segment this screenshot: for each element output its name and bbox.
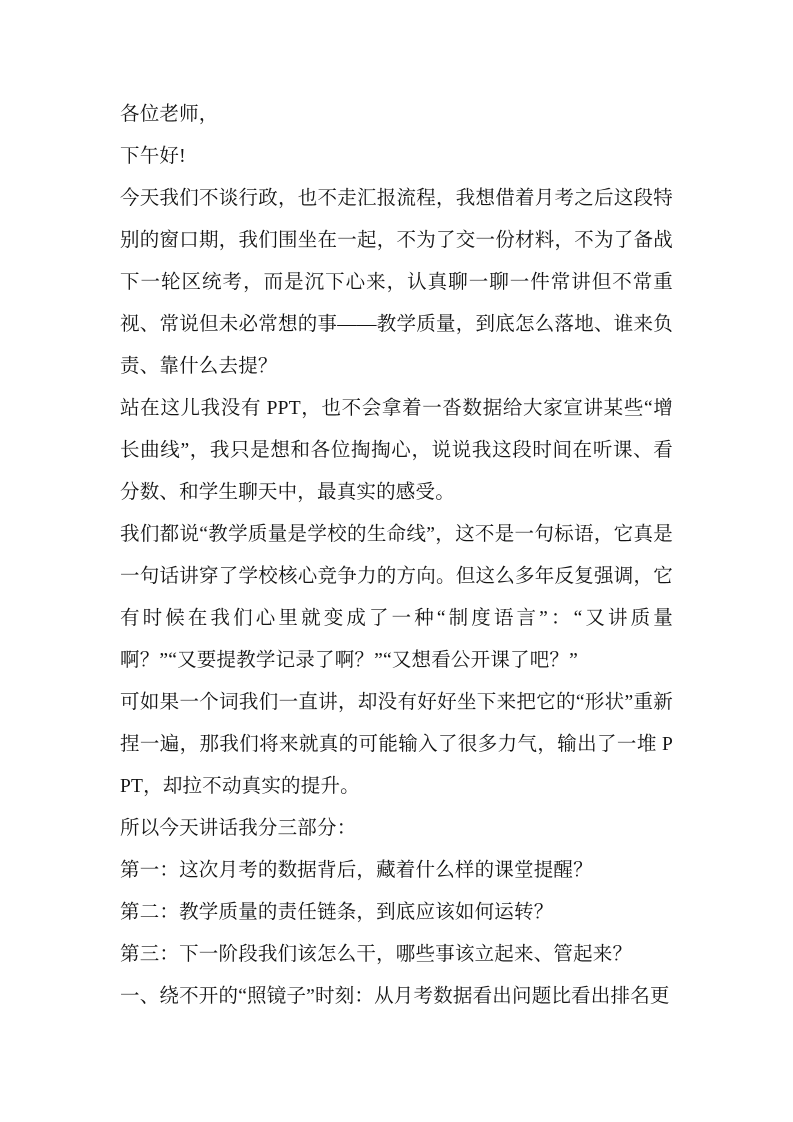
document-body <box>120 94 673 1018</box>
paragraph: 站在这儿我没有 PPT，也不会拿着一沓数据给大家宣讲某些“增长曲线”，我只是想和各位掏掏心，说说我这段时间在听课、看分数、和学生聊天中，最真实的感受。 <box>120 398 673 503</box>
paragraph: 第二：教学质量的责任链条，到底应该如何运转？ <box>120 902 554 923</box>
paragraph: 今天我们不谈行政，也不走汇报流程，我想借着月考之后这段特别的窗口期，我们围坐在一起，不为了交一份材料，不为了备战下一轮区统考，而是沉下心来，认真聊一聊一件常讲但不常重视、常说但未必常想的事——教学质量，到底怎么落地、谁来负责、靠什么去提？ <box>120 188 673 377</box>
paragraph: 下午好! <box>120 146 186 167</box>
paragraph: 我们都说“教学质量是学校的生命线”，这不是一句标语，它真是一句话讲穿了学校核心竞争力的方向。但这么多年反复强调，它有时候在我们心里就变成了一种“制度语言”：“又讲质量啊？”“又要提教学记录了啊？”“又想看公开课了吧？” <box>120 524 673 671</box>
paragraph: 第一：这次月考的数据背后，藏着什么样的课堂提醒？ <box>120 860 593 881</box>
paragraph: 可如果一个词我们一直讲，却没有好好坐下来把它的“形状”重新捏一遍，那我们将来就真的可能输入了很多力气，输出了一堆 PPT，却拉不动真实的提升。 <box>120 692 673 797</box>
paragraph: 第三：下一阶段我们该怎么干，哪些事该立起来、管起来？ <box>120 944 633 965</box>
paragraph: 一、绕不开的“照镜子”时刻：从月考数据看出问题比看出排名更 <box>120 986 670 1007</box>
paragraph: 各位老师， <box>120 104 219 125</box>
paragraph: 所以今天讲话我分三部分： <box>120 818 357 839</box>
